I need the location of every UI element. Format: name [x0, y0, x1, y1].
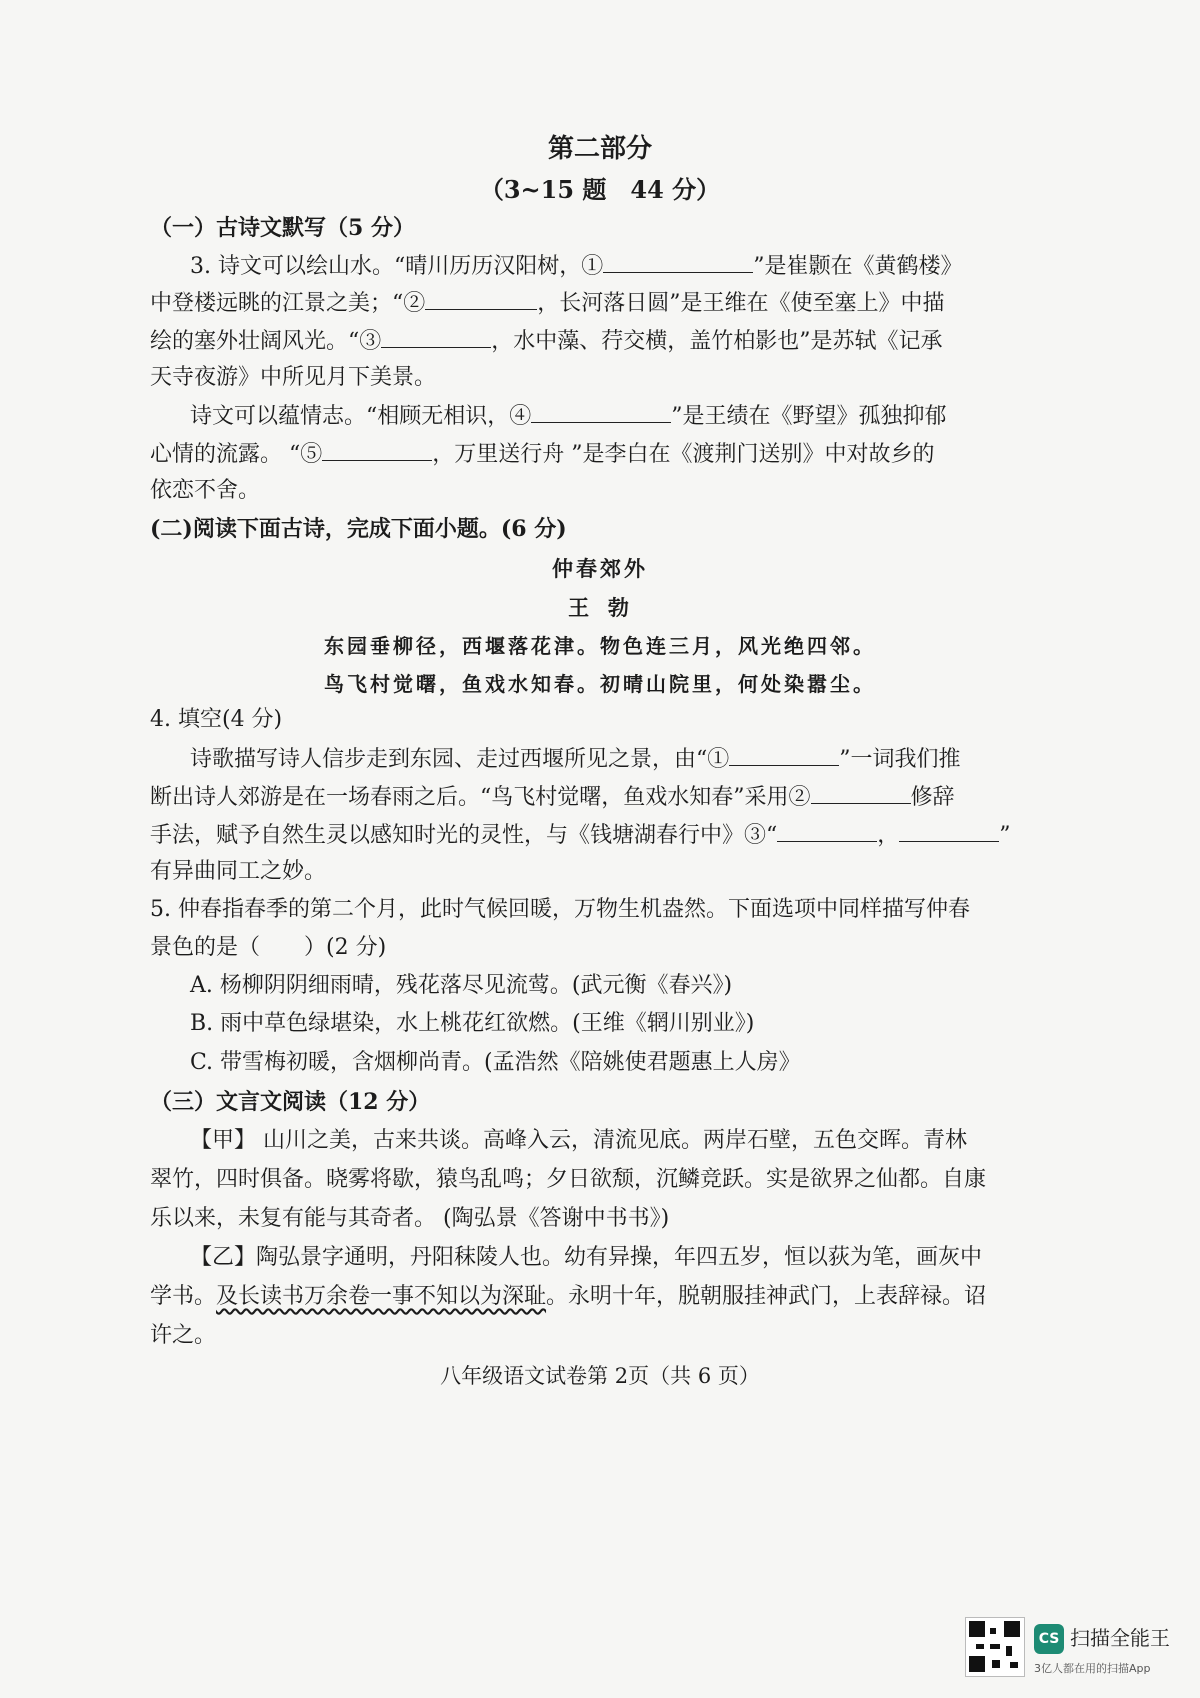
qr-code-icon — [965, 1617, 1025, 1677]
jia-line-3: 乐以来，未复有能与其奇者。 (陶弘景《答谢中书书》) — [150, 1206, 670, 1231]
part-title: 第二部分 — [547, 134, 652, 164]
answer-blank-3[interactable] — [381, 325, 491, 348]
q4-line-2: 断出诗人郊游是在一场春雨之后。“鸟飞村觉曙，鱼戏水知春”采用② 修辞 — [150, 781, 955, 813]
q3-line-6: 心情的流露。 “⑤ ，万里送行舟 ”是李白在《渡荆门送别》中对故乡的 — [150, 438, 935, 470]
q5-option-c: C. 带雪梅初暖，含烟柳尚青。(孟浩然《陪姚使君题惠上人房》 — [190, 1050, 801, 1075]
q3-line-4: 天寺夜游》中所见月下美景。 — [150, 365, 437, 390]
q5-option-a: A. 杨柳阴阴细雨晴，残花落尽见流莺。(武元衡《春兴》) — [190, 973, 733, 998]
q4-line-3: 手法，赋予自然生灵以感知时光的灵性，与《钱塘湖春行中》③“ ， ” — [150, 819, 1011, 851]
section1-heading: （一）古诗文默写（5 分） — [150, 215, 415, 241]
answer-blank-2[interactable] — [425, 287, 537, 310]
q3-line-5: 诗文可以蕴情志。“相顾无相识，④ ”是王绩在《野望》孤独抑郁 — [190, 400, 947, 432]
poem-title: 仲春郊外 — [552, 557, 648, 581]
camscanner-name: 扫描全能王 — [1070, 1626, 1170, 1650]
q4-heading: 4. 填空(4 分) — [150, 707, 283, 732]
q5-line-1: 5. 仲春指春季的第二个月，此时气候回暖，万物生机盎然。下面选项中同样描写仲春 — [150, 897, 970, 922]
answer-blank-1[interactable] — [603, 250, 753, 273]
jia-line-2: 翠竹，四时俱备。晓雾将歇，猿鸟乱鸣；夕日欲颓，沉鳞竞跃。实是欲界之仙都。自康 — [150, 1167, 987, 1192]
poem-author: 王 勃 — [568, 596, 632, 620]
q4-line-4: 有异曲同工之妙。 — [150, 859, 327, 884]
q4-blank-2[interactable] — [811, 781, 911, 804]
q4-blank-3a[interactable] — [777, 819, 877, 842]
answer-blank-4[interactable] — [531, 400, 671, 423]
q4-blank-3b[interactable] — [899, 819, 999, 842]
poem-line-1: 东园垂柳径，西堰落花津。物色连三月，风光绝四邻。 — [324, 634, 876, 658]
section2-heading: (二)阅读下面古诗，完成下面小题。(6 分) — [150, 516, 567, 542]
answer-blank-5[interactable] — [322, 438, 432, 461]
underlined-sentence: 及长读书万余卷一事不知以为深耻 — [216, 1284, 547, 1309]
q5-option-b: B. 雨中草色绿堪染，水上桃花红欲燃。(王维《辋川别业》) — [190, 1011, 755, 1036]
q4-line-1: 诗歌描写诗人信步走到东园、走过西堰所见之景，由“① ”一词我们推 — [190, 743, 961, 775]
q3-line-2: 中登楼远眺的江景之美；“② ，长河落日圆”是王维在《使至塞上》中描 — [150, 287, 945, 319]
yi-line-1: 【乙】陶弘景字通明，丹阳秣陵人也。幼有异操，年四五岁，恒以荻为笔，画灰中 — [190, 1245, 983, 1270]
yi-line-3: 许之。 — [150, 1323, 217, 1348]
yi-line-2: 学书。及长读书万余卷一事不知以为深耻。永明十年，脱朝服挂神武门，上表辞禄。诏 — [150, 1284, 987, 1309]
q3-line-3: 绘的塞外壮阔风光。“③ ，水中藻、荇交横，盖竹柏影也”是苏轼《记承 — [150, 325, 943, 357]
q5-line-2: 景色的是（ ）(2 分) — [150, 935, 387, 960]
q4-blank-1[interactable] — [729, 743, 839, 766]
part-subtitle: （3~15 题 44 分） — [479, 175, 721, 204]
q3-line-7: 依恋不舍。 — [150, 478, 261, 503]
camscanner-tagline: 3亿人都在用的扫描App — [1034, 1662, 1151, 1675]
section3-heading: （三）文言文阅读（12 分） — [150, 1089, 431, 1115]
q3-line-1: 3. 诗文可以绘山水。“晴川历历汉阳树，① ”是崔颢在《黄鹤楼》 — [190, 250, 962, 282]
camscanner-logo: CS — [1034, 1624, 1064, 1654]
jia-line-1: 【甲】 山川之美，古来共谈。高峰入云，清流见底。两岸石壁，五色交晖。青林 — [190, 1128, 967, 1153]
page-footer: 八年级语文试卷第 2页（共 6 页） — [440, 1364, 760, 1388]
poem-line-2: 鸟飞村觉曙，鱼戏水知春。初晴山院里，何处染嚣尘。 — [324, 672, 876, 696]
